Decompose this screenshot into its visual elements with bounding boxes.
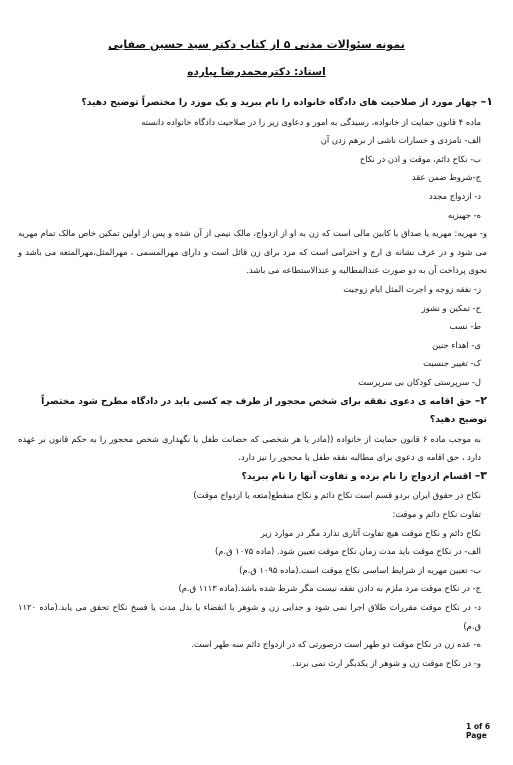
document-title: نمونه سئوالات مدنی ۵ از کتاب دکتر سید حسین صفایی xyxy=(108,38,405,51)
answer-line: نکاح در حقوق ایران بردو قسم است نکاح دائم و نکاح منقطع(متعه یا ازدواج موقت) xyxy=(193,490,481,501)
list-item: ل- سرپرستی کودکان بی سرپرست xyxy=(358,376,481,387)
list-item: ج-شروط ضمن عقد xyxy=(411,172,481,183)
question-1-number: ۱– xyxy=(480,95,493,108)
professor-line: استاد: دکترمحمدرضا پیارده xyxy=(187,66,326,78)
document-body xyxy=(18,93,493,672)
question-1-intro: ماده ۴ قانون حمایت از خانواده، رسیدگی به امور و دعاوی زیر را در صلاحیت دادگاه خانواده دانسته xyxy=(141,116,481,127)
answer-line: تفاوت نکاح دائم و موقت: xyxy=(392,509,481,520)
answer-line: د- در نکاح موقت مقررات طلاق اجرا نمی شود و جدایی زن و شوهر با انقضاء یا بذل مدت یا فسخ نکاح تحقق می یابد.(ماده ۱۱۲۰ ق.م) xyxy=(18,602,481,631)
question-3-number: ۳– xyxy=(474,468,487,482)
mahr-paragraph: و- مهریه: مهریه یا صداق یا کابین مالی است که زن به او از ازدواج، مالک نیمی از آن شده و پس از اولین تمکین خاص مالک تمام مهریه می شود و در عرف نشانه ی ارج و احترامی است که مرد برای زن قائل است و دارای مهرالمسمی ، مهرالمثل،مهرالمتعه می باشد و نحوی پرداخت آن به دو صورت عندالمطالبه و عندالاستطاعه می باشد. xyxy=(18,228,487,276)
question-3 xyxy=(18,467,493,487)
list-item: الف- نامزدی و خسارات ناشی از برهم زدن آن xyxy=(320,135,481,146)
answer-line: ج- در نکاح موقت مرد ملزم به دادن نفقه نیست مگر شرط شده باشد.(ماده ۱۱۱۳ ق.م) xyxy=(178,583,481,594)
list-item: ح- تمکین و نشوز xyxy=(421,302,481,313)
question-1-text: چهار مورد از صلاحیت های دادگاه خانواده را نام ببرید و یک مورد را مختصراً توضیح دهید؟ xyxy=(81,97,478,108)
answer-line: الف- در نکاح موقت باید مدت زمان نکاح موقت تعیین شود. (ماده ۱۰۷۵ ق.م) xyxy=(214,546,481,557)
list-item: ط- نسب xyxy=(449,321,481,332)
question-2-answer: به موجب ماده ۶ قانون حمایت از خانواده ((مادر یا هر شخصی که حضانت طفل یا نگهداری شخص محجور را به حکم قانون بر عهده دارد ، حق اقامه ی دعوی برای مطالبه نفقه طفل یا محجور را نیز دارد. xyxy=(18,433,481,463)
question-1 xyxy=(18,93,493,113)
list-item: ی- اهداء جنین xyxy=(432,339,481,350)
question-3-text: اقسام ازدواج را نام برده و تفاوت آنها را نام ببرید؟ xyxy=(241,470,472,482)
question-2-text: حق اقامه ی دعوی نفقه برای شخص محجور از طرف چه کسی باید در دادگاه مطرح شود مختصراً توضیح دهید؟ xyxy=(41,395,487,426)
answer-line: ه- عده زن در نکاح موقت دو طهر است درصورتی که در ازدواج دائم سه طهر است. xyxy=(191,639,481,650)
question-2-number: ۲– xyxy=(474,393,487,407)
answer-line: ب- تعیین مهریه از شرایط اساسی نکاح موقت است.(ماده ۱۰۹۵ ق.م) xyxy=(239,564,481,575)
list-item: ه- جهیزیه xyxy=(447,209,481,220)
list-item: ز- نفقه زوجه و اجرت المثل ایام زوجیت xyxy=(343,283,481,294)
answer-line: نکاح دائم و نکاح موقت هیچ تفاوت آثاری ندارد مگر در موارد زیر xyxy=(260,527,481,538)
list-item: د- ازدواج مجدد xyxy=(429,190,481,201)
answer-line: و- در نکاح موقت زن و شوهر از یکدیگر ارث نمی برند. xyxy=(292,657,481,668)
list-item: ب- نکاح دائم، موقت و اذن در نکاح xyxy=(359,153,481,164)
list-item: ک- تغییر جنسیت xyxy=(423,358,481,369)
question-2 xyxy=(18,392,493,430)
page-number: 1 of 6 Page xyxy=(466,722,491,740)
